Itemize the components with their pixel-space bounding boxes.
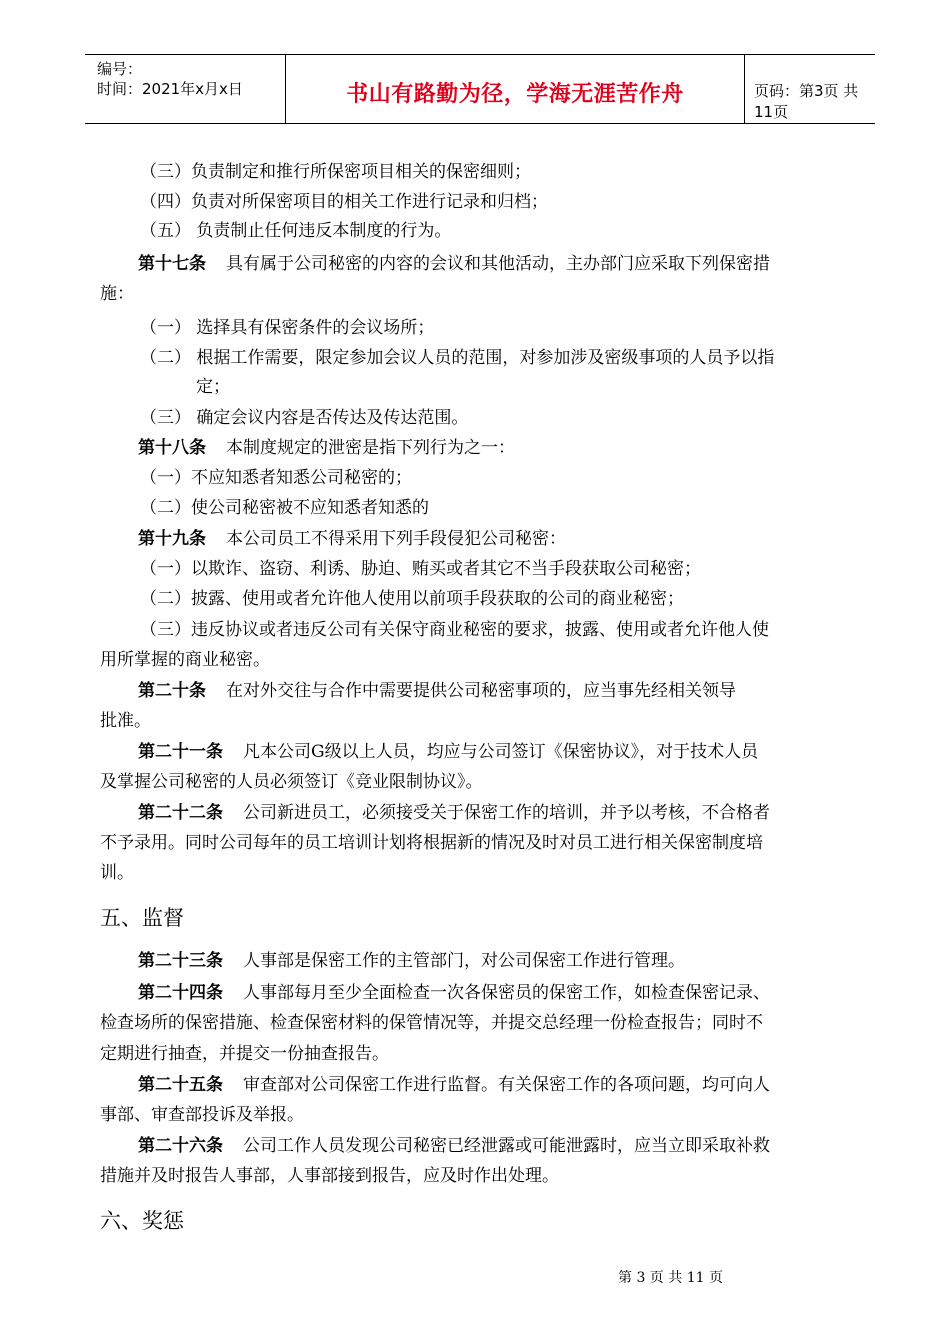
clause-item: （三） 确定会议内容是否传达及传达范围。 (140, 408, 469, 428)
document-id-label: 编号： (97, 60, 143, 78)
article-continuation: 及掌握公司秘密的人员必须签订《竞业限制协议》。 (100, 772, 483, 792)
article-continuation: 施： (100, 284, 134, 304)
clause-item: （五） 负责制止任何违反本制度的行为。 (140, 221, 452, 241)
header-page-cell (744, 55, 875, 123)
article-continuation: 训。 (100, 863, 134, 883)
article-title: 第二十六条 (138, 1136, 223, 1156)
section-heading: 五、监督 (100, 906, 184, 930)
article-23 (138, 946, 685, 971)
article-continuation: 定期进行抽查，并提交一份抽查报告。 (100, 1044, 389, 1064)
article-text: 公司新进员工，必须接受关于保密工作的培训，并予以考核，不合格者 (243, 803, 770, 823)
article-continuation: 检查场所的保密措施、检查保密材料的保管情况等，并提交总经理一份检查报告；同时不 (100, 1013, 763, 1033)
page-header (85, 54, 875, 124)
article-title: 第二十五条 (138, 1075, 223, 1095)
clause-item: （一）不应知悉者知悉公司秘密的； (140, 468, 412, 488)
article-title: 第二十二条 (138, 803, 223, 823)
article-continuation: 不予录用。同时公司每年的员工培训计划将根据新的情况及时对员工进行相关保密制度培 (100, 833, 763, 853)
article-25 (138, 1070, 770, 1095)
article-title: 第二十一条 (138, 742, 223, 762)
article-22 (138, 798, 770, 823)
article-text: 审查部对公司保密工作进行监督。有关保密工作的各项问题，均可向人 (243, 1075, 770, 1095)
article-text: 本公司员工不得采用下列手段侵犯公司秘密： (226, 529, 566, 549)
article-text: 在对外交往与合作中需要提供公司秘密事项的，应当事先经相关领导 (226, 681, 736, 701)
article-title: 第二十三条 (138, 951, 223, 971)
header-meta-cell (85, 55, 285, 123)
clause-item: （一）以欺诈、盗窃、利诱、胁迫、贿买或者其它不当手段获取公司秘密； (140, 559, 701, 579)
header-motto: 书山有路勤为径，学海无涯苦作舟 (346, 82, 684, 107)
article-text: 凡本公司G级以上人员，均应与公司签订《保密协议》，对于技术人员 (243, 742, 759, 762)
article-text: 人事部是保密工作的主管部门，对公司保密工作进行管理。 (243, 951, 685, 971)
article-title: 第二十条 (138, 681, 206, 701)
article-19 (138, 524, 566, 549)
document-time-label: 时间：2021年x月x日 (97, 80, 243, 98)
clause-item: （四）负责对所保密项目的相关工作进行记录和归档； (140, 192, 548, 212)
article-26 (138, 1131, 770, 1156)
clause-item-continuation: 用所掌握的商业秘密。 (100, 650, 270, 670)
clause-item: （二）披露、使用或者允许他人使用以前项手段获取的公司的商业秘密； (140, 589, 684, 609)
article-continuation: 批准。 (100, 711, 151, 731)
header-motto-cell (285, 55, 745, 123)
article-continuation: 措施并及时报告人事部，人事部接到报告，应及时作出处理。 (100, 1166, 559, 1186)
article-text: 公司工作人员发现公司秘密已经泄露或可能泄露时，应当立即采取补救 (243, 1136, 770, 1156)
article-title: 第二十四条 (138, 983, 223, 1003)
article-title: 第十八条 (138, 438, 206, 458)
article-title: 第十七条 (138, 254, 206, 274)
clause-item: （二）使公司秘密被不应知悉者知悉的 (140, 498, 429, 518)
article-text: 具有属于公司秘密的内容的会议和其他活动，主办部门应采取下列保密措 (226, 254, 770, 274)
article-21 (138, 737, 758, 762)
article-20 (138, 676, 736, 701)
article-18 (138, 433, 515, 458)
clause-item: （三）违反协议或者违反公司有关保守商业秘密的要求，披露、使用或者允许他人使 (140, 620, 769, 640)
section-heading: 六、奖惩 (100, 1209, 184, 1233)
article-continuation: 事部、审查部投诉及举报。 (100, 1105, 304, 1125)
article-17 (138, 249, 770, 274)
header-page-number: 页码：第3页 共11页 (754, 82, 859, 121)
article-text: 人事部每月至少全面检查一次各保密员的保密工作，如检查保密记录、 (243, 983, 770, 1003)
clause-item: （一） 选择具有保密条件的会议场所； (140, 318, 435, 338)
page-footer: 第 3 页 共 11 页 (618, 1270, 723, 1286)
article-title: 第十九条 (138, 529, 206, 549)
clause-item-continuation: 定； (196, 377, 230, 397)
clause-item: （三）负责制定和推行所保密项目相关的保密细则； (140, 162, 531, 182)
clause-item: （二） 根据工作需要，限定参加会议人员的范围，对参加涉及密级事项的人员予以指 (140, 348, 775, 368)
article-text: 本制度规定的泄密是指下列行为之一： (226, 438, 515, 458)
article-24 (138, 978, 770, 1003)
